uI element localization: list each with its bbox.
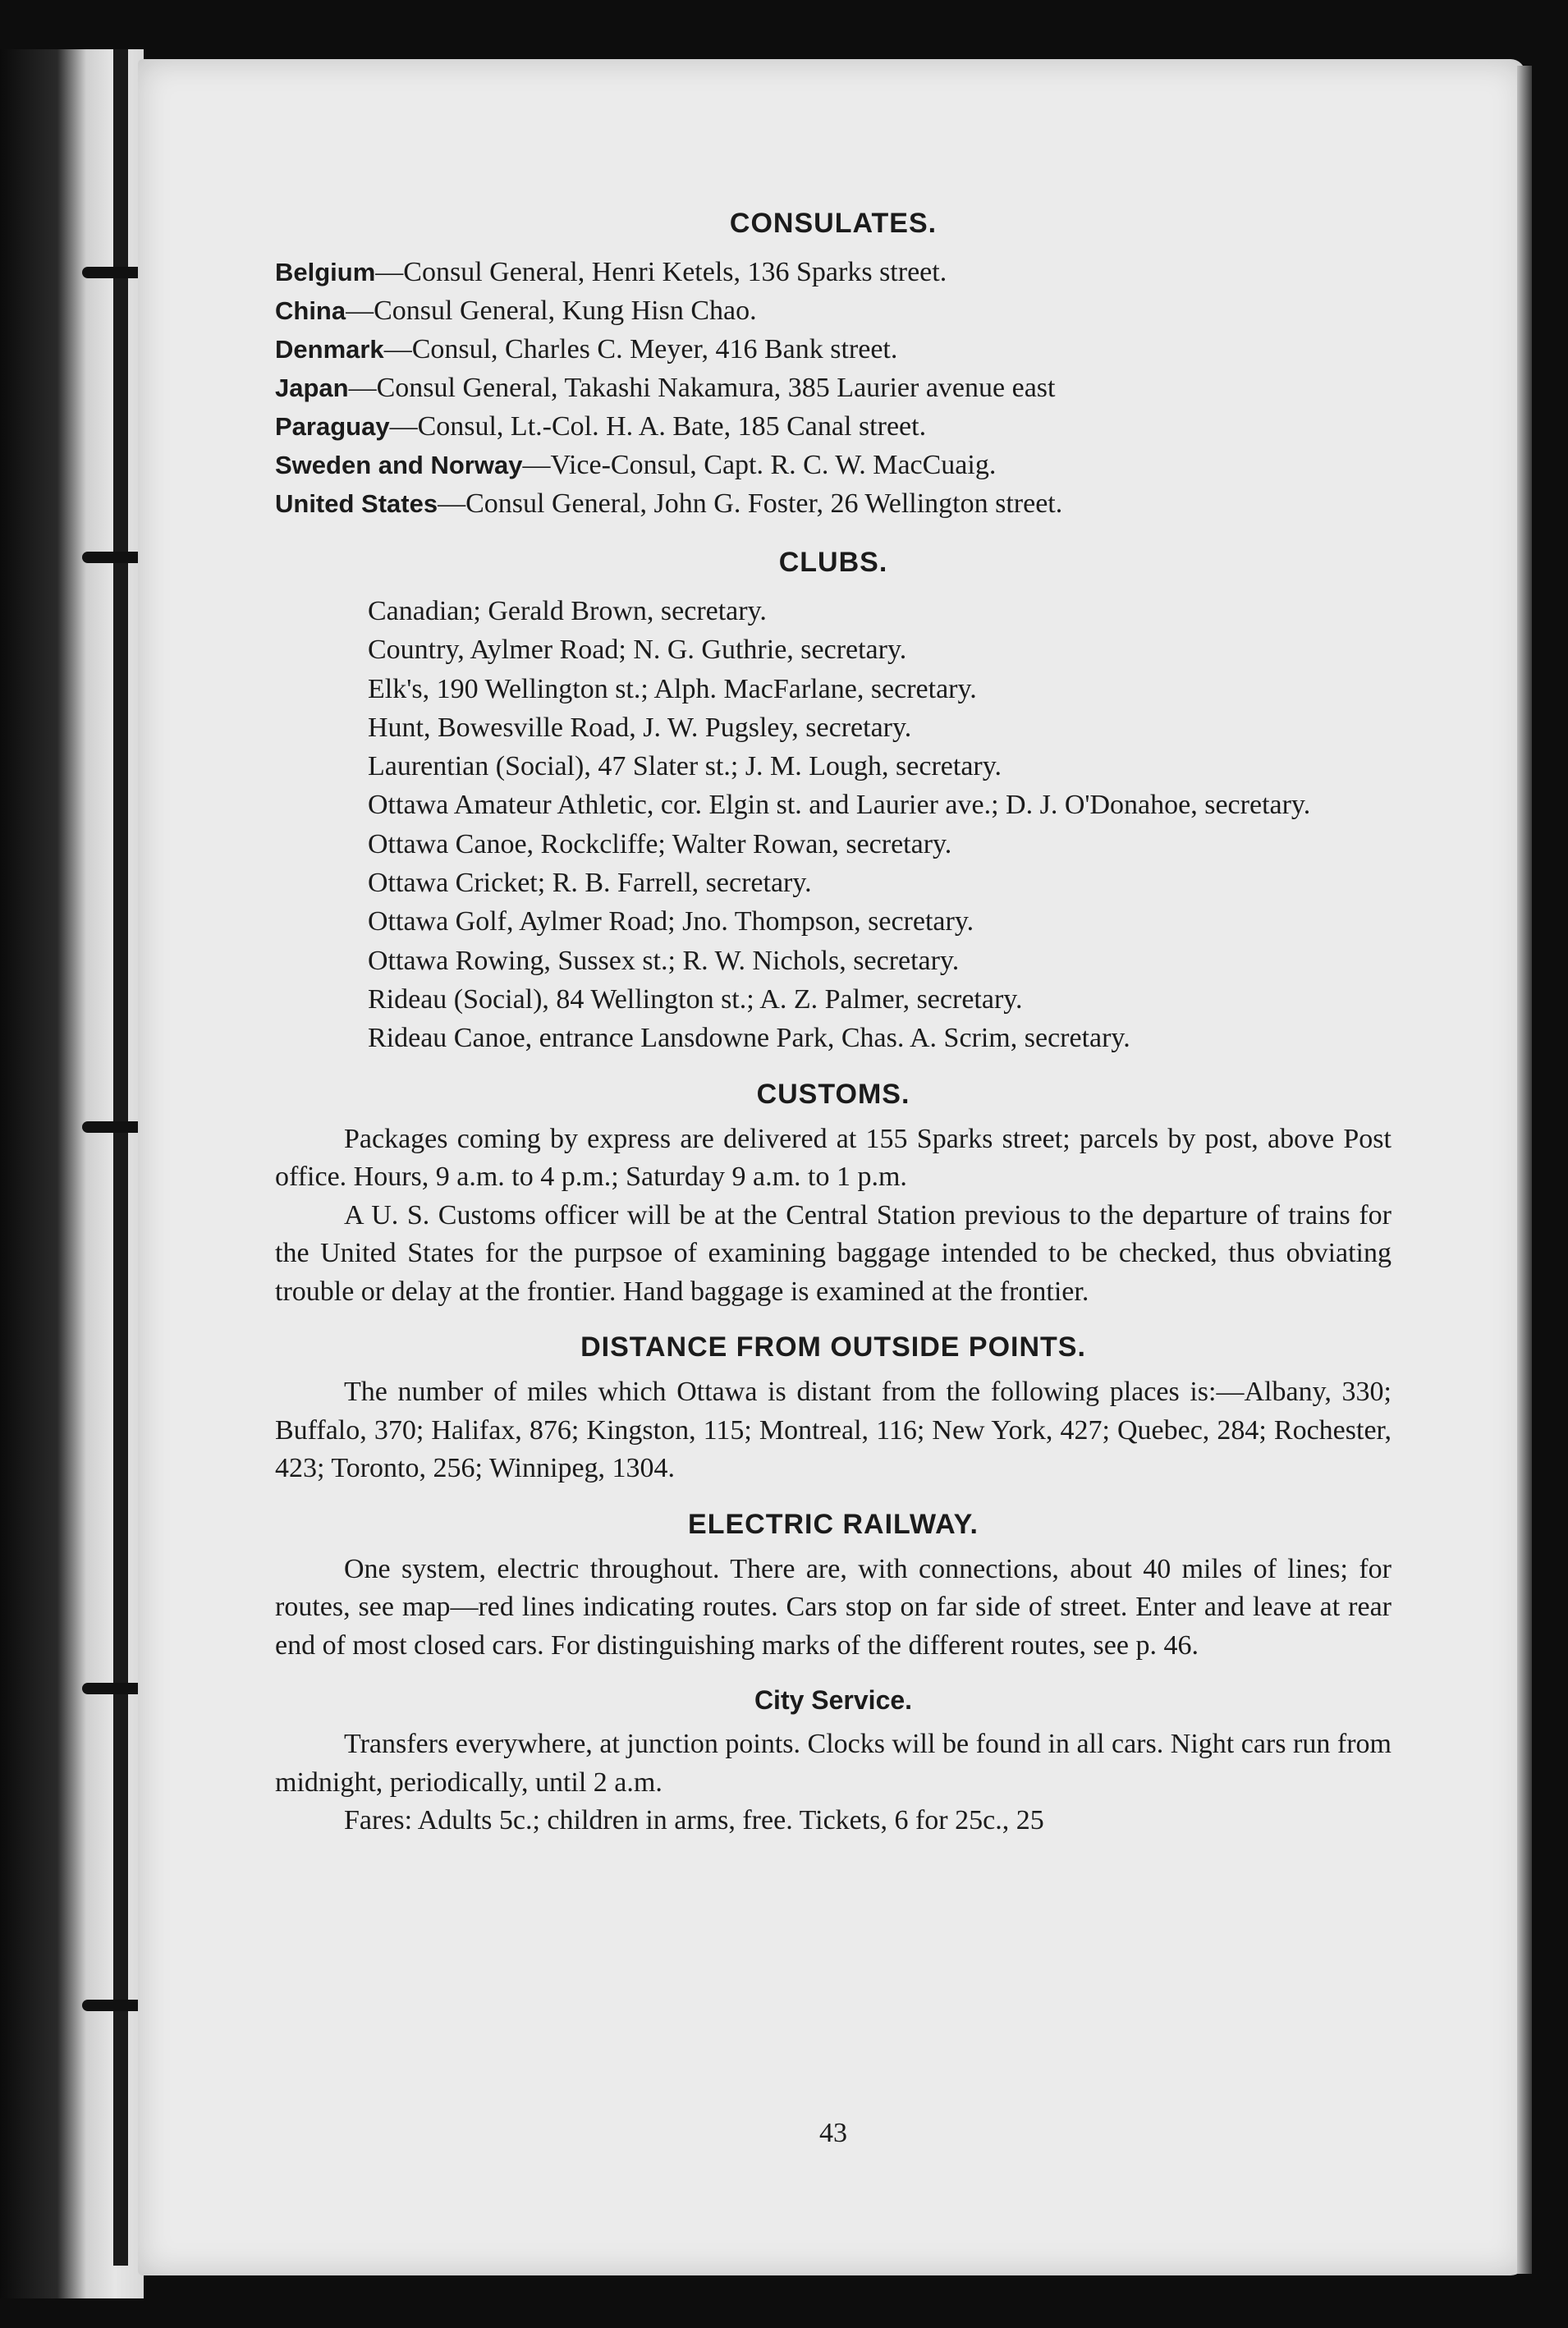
consulate-entry — [275, 446, 1391, 484]
city-service-paragraph: Fares: Adults 5c.; children in arms, free. Tickets, 6 for 25c., 25 — [344, 1805, 1044, 1836]
club-entry: Ottawa Amateur Athletic, cor. Elgin st. and Laurier ave.; D. J. O'Donahoe, secretary. — [368, 790, 1311, 821]
consulate-country: United States — [275, 489, 438, 518]
consulate-detail: —Consul General, Kung Hisn Chao. — [346, 296, 757, 326]
consulate-detail: —Consul, Charles C. Meyer, 416 Bank street. — [383, 334, 898, 364]
club-entry: Ottawa Golf, Aylmer Road; Jno. Thompson, secretary. — [368, 906, 974, 937]
consulate-country: Sweden and Norway — [275, 451, 523, 479]
clubs-heading: CLUBS. — [778, 547, 888, 578]
club-entry: Country, Aylmer Road; N. G. Guthrie, secretary. — [368, 635, 907, 666]
customs-paragraph: A U. S. Customs officer will be at the Central Station previous to the departure of trains for the United States for the purpsoe of examining baggage intended to be checked, thus obviating trouble or delay at the frontier. Hand baggage is examined at the frontier. — [275, 1199, 1391, 1307]
distance-heading: DISTANCE FROM OUTSIDE POINTS. — [580, 1331, 1086, 1363]
consulate-country: Belgium — [275, 258, 376, 286]
page-number: 43 — [819, 2118, 847, 2148]
consulate-detail: —Consul General, Takashi Nakamura, 385 Laurier avenue east — [348, 373, 1056, 403]
club-entry: Elk's, 190 Wellington st.; Alph. MacFarlane, secretary. — [368, 673, 977, 704]
electric-railway-paragraph: One system, electric throughout. There are, with connections, about 40 miles of lines; for routes, see map—red lines indicating routes. Cars stop on far side of street. Enter and leave at rear end of most closed cars. For distinguishing marks of the different routes, see p. 46. — [275, 1553, 1391, 1661]
consulate-country: Denmark — [275, 335, 384, 364]
consulate-entry — [275, 330, 1391, 369]
consulate-detail: —Consul General, John G. Foster, 26 Wellington street. — [438, 488, 1063, 519]
club-entry: Rideau (Social), 84 Wellington st.; A. Z. Palmer, secretary. — [368, 983, 1023, 1015]
consulate-detail: —Vice-Consul, Capt. R. C. W. MacCuaig. — [522, 450, 997, 480]
consulate-entry — [275, 484, 1391, 523]
club-entry: Rideau Canoe, entrance Lansdowne Park, Chas. A. Scrim, secretary. — [368, 1023, 1130, 1054]
distance-paragraph: The number of miles which Ottawa is distant from the following places is:—Albany, 330; Buffalo, 370; Halifax, 876; Kingston, 115; Montreal, 116; New York, 427; Quebec, 284; Rochester, 423; Toronto, 256; Winnipeg, 1304. — [275, 1377, 1391, 1484]
city-service-heading: City Service. — [754, 1685, 913, 1716]
consulate-country: Paraguay — [275, 412, 390, 441]
consulate-entry — [275, 291, 1391, 330]
club-entry: Laurentian (Social), 47 Slater st.; J. M. Lough, secretary. — [368, 751, 1002, 782]
customs-heading: CUSTOMS. — [756, 1078, 910, 1110]
consulate-detail: —Consul, Lt.-Col. H. A. Bate, 185 Canal street. — [389, 411, 927, 442]
city-service-paragraph: Transfers everywhere, at junction points. Clocks will be found in all cars. Night cars run from midnight, periodically, until 2 a.m. — [275, 1729, 1391, 1798]
consulates-heading: CONSULATES. — [729, 208, 938, 239]
consulate-country: China — [275, 296, 346, 325]
club-entry: Hunt, Bowesville Road, J. W. Pugsley, secretary. — [368, 712, 912, 743]
consulate-entry — [275, 407, 1391, 446]
page-edge — [1517, 66, 1532, 2274]
club-entry: Ottawa Canoe, Rockcliffe; Walter Rowan, secretary. — [368, 828, 952, 859]
page-content — [275, 205, 1391, 2148]
clubs-list — [275, 592, 1391, 1058]
consulates-list — [275, 253, 1391, 523]
club-entry: Ottawa Cricket; R. B. Farrell, secretary. — [368, 868, 812, 899]
consulate-entry — [275, 253, 1391, 291]
consulate-entry — [275, 369, 1391, 407]
consulate-detail: —Consul General, Henri Ketels, 136 Sparks street. — [375, 257, 947, 287]
club-entry: Ottawa Rowing, Sussex st.; R. W. Nichols, secretary. — [368, 945, 960, 976]
customs-paragraph: Packages coming by express are delivered at 155 Sparks street; parcels by post, above Post office. Hours, 9 a.m. to 4 p.m.; Saturday 9 a.m. to 1 p.m. — [275, 1123, 1391, 1193]
binding-edge — [113, 49, 128, 2266]
consulate-country: Japan — [275, 373, 349, 402]
electric-railway-heading: ELECTRIC RAILWAY. — [688, 1508, 979, 1540]
club-entry: Canadian; Gerald Brown, secretary. — [368, 596, 767, 626]
